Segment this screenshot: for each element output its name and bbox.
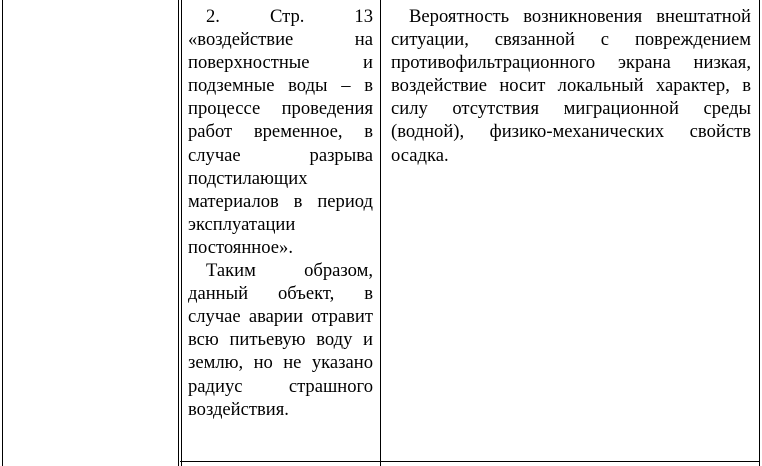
right-cell xyxy=(391,5,751,167)
table-right-border xyxy=(759,0,760,466)
row-bottom-border xyxy=(180,461,760,462)
column-divider-2 xyxy=(380,0,381,466)
left-cell-paragraph-2: Таким образом, данный объект, в случае аварии отравит всю питьевую воду и землю, но не указано радиус страшного воздействия. xyxy=(188,260,373,420)
right-cell-paragraph-1: Вероятность возникновения внештатной ситуации, связанной с повреждением противофильтрационного экрана низкая, воздействие носит локальный характер, в силу отсутствия миграционной среды (водной), физико-механических свойств осадка. xyxy=(391,6,751,166)
table-left-border xyxy=(2,0,3,466)
column-divider-1 xyxy=(178,0,182,466)
left-cell-paragraph-1: 2. Стр. 13 «воздействие на поверхностные и подземные воды – в процессе проведения работ временное, в случае разрыва подстилающих материалов в период эксплуатации постоянное». xyxy=(188,6,373,258)
left-cell xyxy=(188,5,373,421)
